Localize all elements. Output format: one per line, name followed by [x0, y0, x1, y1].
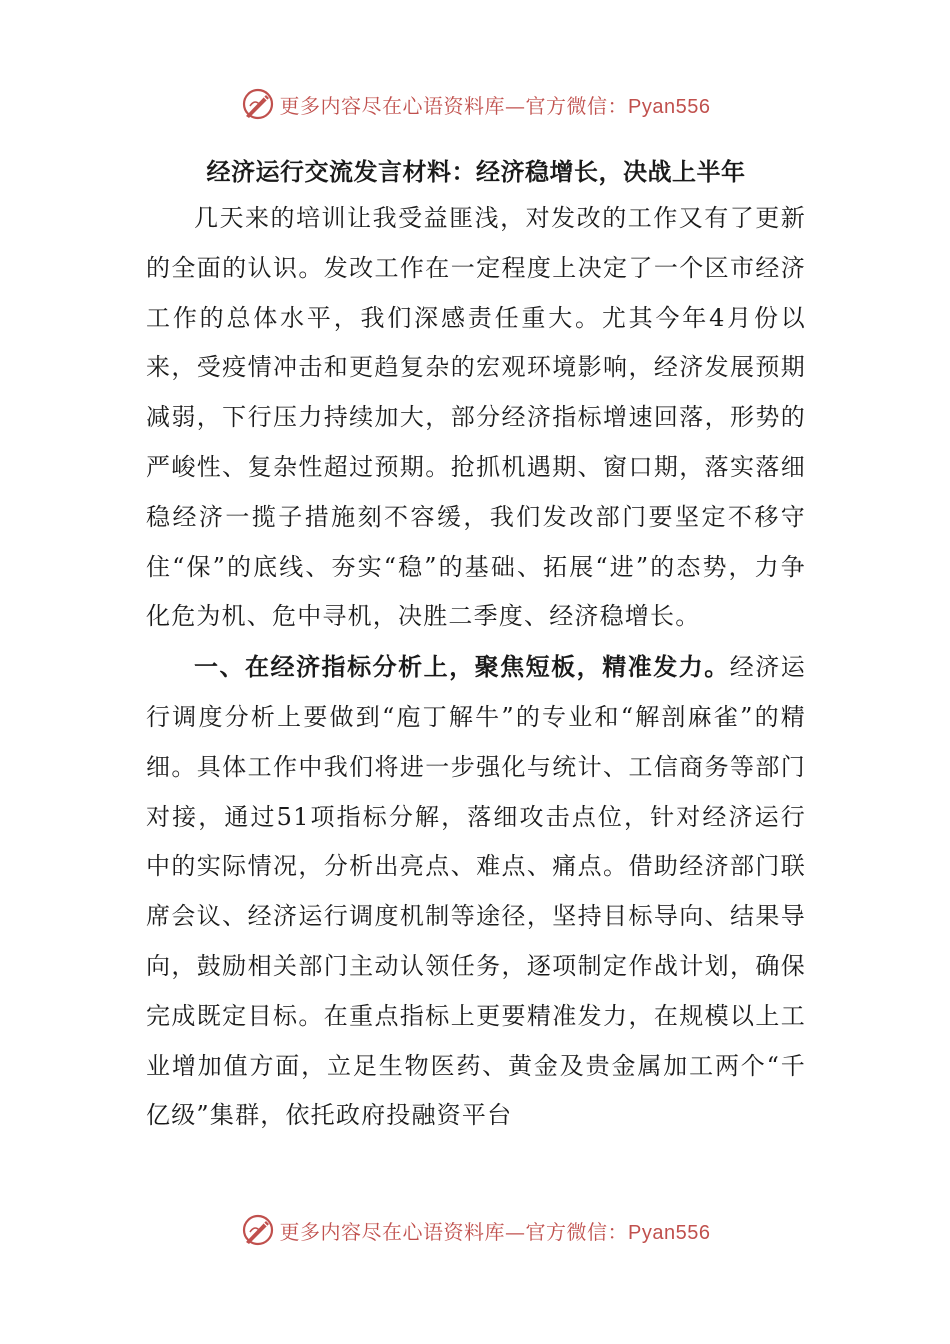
section-1-heading: 一、在经济指标分析上，聚焦短板，精准发力。 [194, 652, 730, 682]
intro-paragraph: 几天来的培训让我受益匪浅，对发改的工作又有了更新的全面的认识。发改工作在一定程度上决定了一个区市经济工作的总体水平，我们深感责任重大。尤其今年4月份以来，受疫情冲击和更趋复杂的宏观环境影响，经济发展预期减弱，下行压力持续加大，部分经济指标增速回落，形势的严峻性、复杂性超过预期。抢抓机遇期、窗口期，落实落细稳经济一揽子措施刻不容缓，我们发改部门要坚定不移守住“保”的底线、夯实“稳”的基础、拓展“进”的态势，力争化危为机、危中寻机，决胜二季度、经济稳增长。 [146, 204, 806, 631]
pen-logo-icon [240, 86, 276, 122]
watermark-text: 更多内容尽在心语资料库—官方微信：Pyan556 [279, 93, 711, 118]
section-1-paragraph [146, 642, 806, 1141]
watermark-header [0, 84, 950, 124]
section-1-body: 经济运行调度分析上要做到“庖丁解牛”的专业和“解剖麻雀”的精细。具体工作中我们将进一步强化与统计、工信商务等部门对接，通过51项指标分解，落细攻击点位，针对经济运行中的实际情况，分析出亮点、难点、痛点。借助经济部门联席会议、经济运行调度机制等途径，坚持目标导向、结果导向，鼓励相关部门主动认领任务，逐项制定作战计划，确保完成既定目标。在重点指标上更要精准发力，在规模以上工业增加值方面，立足生物医药、黄金及贵金属加工两个“千亿级”集群，依托政府投融资平台 [146, 653, 806, 1130]
document-body [146, 150, 806, 1141]
document-title: 经济运行交流发言材料：经济稳增长，决战上半年 [206, 157, 746, 186]
pen-logo-icon [240, 1212, 276, 1248]
watermark-footer [0, 1210, 950, 1250]
watermark-handle: Pyan556 [628, 1221, 711, 1244]
watermark-text: 更多内容尽在心语资料库—官方微信：Pyan556 [279, 1219, 711, 1244]
watermark-handle: Pyan556 [628, 95, 711, 118]
